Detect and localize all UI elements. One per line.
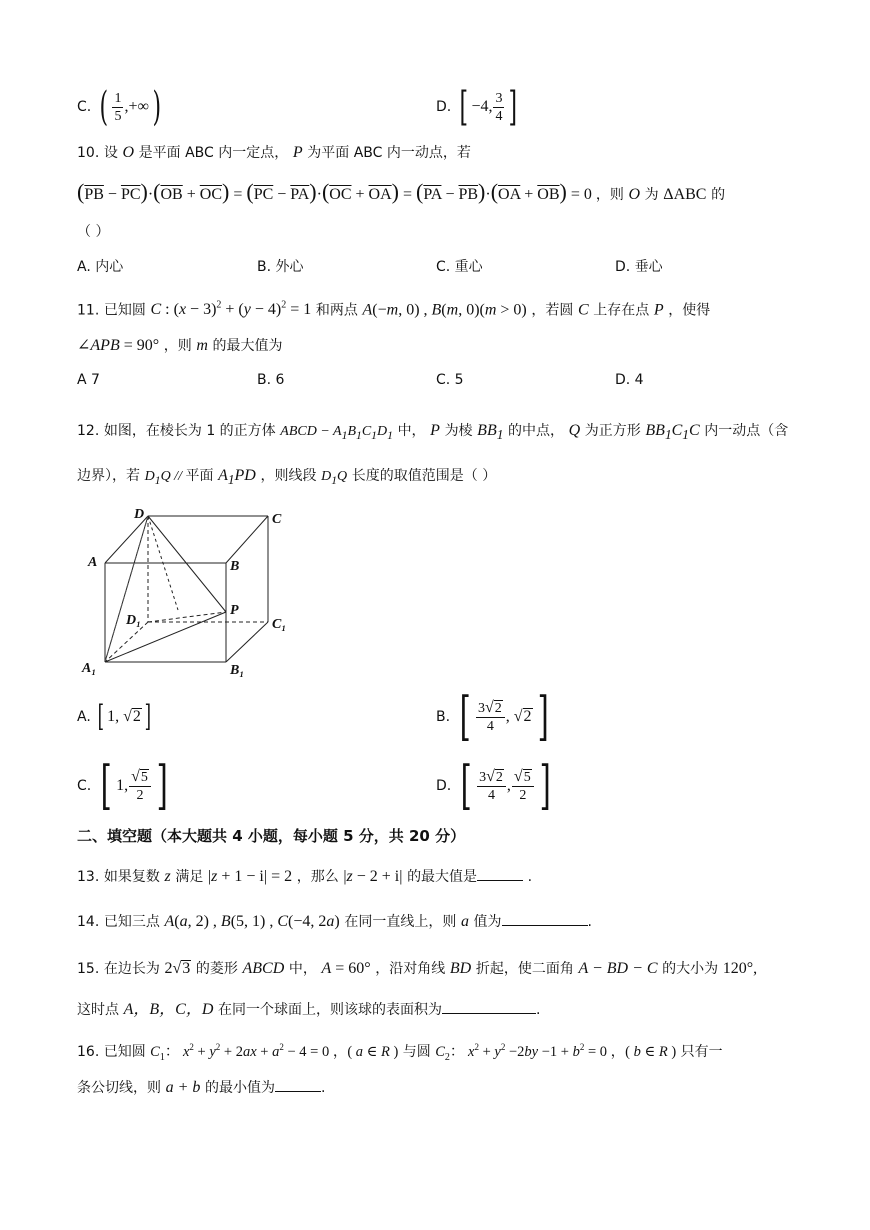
q14-stem-c: 值为 <box>473 914 502 930</box>
label-d1: D₁ <box>126 613 141 628</box>
segment-dp <box>148 516 226 612</box>
q14-a: a <box>460 913 469 930</box>
q12-line2-c: ，则线段 <box>260 468 317 484</box>
q15-stem-d: ，沿对角线 <box>375 961 446 977</box>
q12-line2 <box>77 466 496 491</box>
q10-cond-end: 为 <box>644 187 659 203</box>
q12-option-d <box>436 756 555 817</box>
q11-number: 11. <box>77 302 100 319</box>
q11-stem-a: 已知圆 <box>103 302 146 319</box>
q16-blank <box>275 1077 321 1092</box>
q12-option-c <box>77 756 172 817</box>
q15-dihedral: A − BD − C <box>578 960 658 977</box>
q12-number: 12. <box>77 423 100 439</box>
q10-option-a: A. 内心 <box>77 259 124 275</box>
q12-plane: $A_1PD$ <box>218 467 256 488</box>
q12-option-c-label: C. <box>77 778 92 794</box>
q15-bd: BD <box>449 960 472 977</box>
q13-expression: |z − 2 + i| <box>343 868 403 885</box>
q12-d1q-parallel: $D_1Q$ // <box>144 469 186 487</box>
q11-stem-b: 和两点 <box>315 302 358 319</box>
q15-blank <box>442 999 536 1014</box>
q12-option-a-interval: [ 1, √2 ] <box>98 699 151 735</box>
q15-stem <box>77 959 757 979</box>
q16-circle2: $C_2$： $x^2 + y^2 -2by -1 + b^2 = 0$ ，( b ∈ R ) <box>435 1042 677 1063</box>
q11-circle-c: C <box>577 301 589 319</box>
q10-option-b: B. 外心 <box>257 259 304 275</box>
q16-line2-b: 的最小值为 <box>205 1080 276 1096</box>
q15-number: 15. <box>77 961 100 977</box>
q11-line2-tail: ，则 <box>163 338 192 354</box>
q10-cond-tail: ，则 <box>595 187 624 203</box>
section2-title: 二、填空题（本大题共 4 小题，每小题 5 分，共 20 分） <box>77 827 466 845</box>
q12-cube-figure <box>78 500 308 680</box>
q13-stem-a: 如果复数 <box>103 869 160 885</box>
q16-number: 16. <box>77 1043 100 1060</box>
q13-z: z <box>164 868 171 885</box>
q10-point-o: O <box>122 144 135 161</box>
q10-paren: （ ） <box>77 224 110 240</box>
q10-triangle: ΔABC <box>663 186 707 203</box>
q12-option-a <box>77 697 154 737</box>
q15-120: 120°, <box>722 960 758 977</box>
q12-cube-name: ABCD − $A_1B_1C_1D_1$ <box>280 424 393 442</box>
q13-stem-b: 满足 <box>175 869 204 885</box>
edge-cb <box>226 516 268 563</box>
q12-option-b <box>436 687 553 748</box>
q10-stem-c: 为平面 ABC 内一动点，若 <box>307 145 471 161</box>
q12-option-a-label: A. <box>77 709 91 725</box>
q12-stem-c: 为棱 <box>444 423 473 439</box>
q14-stem <box>77 911 592 932</box>
q11-line2-end: 的最大值为 <box>212 338 283 354</box>
q9-option-c-label: C. <box>77 99 92 115</box>
q11-stem-c: ，若圆 <box>531 302 574 319</box>
q10-stem-a: 设 <box>103 145 118 161</box>
q13-stem-d: 的最大值是 <box>407 869 478 885</box>
q12-d1q: $D_1Q$ <box>321 469 348 487</box>
q15-stem-f: 的大小为 <box>662 961 719 977</box>
q11-line2 <box>77 336 283 356</box>
q10-stem <box>77 143 471 163</box>
q10-point-o-2: O <box>628 186 641 203</box>
q15-line2-b: 在同一个球面上，则该球的表面积为 <box>218 1002 442 1018</box>
q11-option-d: D. 4 <box>615 372 644 388</box>
edge-d1a1-hidden <box>105 622 148 662</box>
label-a1: A₁ <box>82 661 97 676</box>
q12-option-d-interval: [ $\frac{3√2}{4}$ , $\frac{√5}{2}$ ] <box>460 756 551 817</box>
q10-condition <box>77 178 725 206</box>
q12-line2-a: 边界），若 <box>77 468 140 484</box>
label-b: B <box>230 559 240 574</box>
q15-stem-e: 折起，使二面角 <box>475 961 574 977</box>
q12-q: Q <box>568 422 581 439</box>
q15-end: . <box>536 1002 541 1018</box>
q9-option-c <box>77 84 165 131</box>
q16-stem-c: 只有一 <box>680 1043 723 1060</box>
q12-option-c-interval: [ 1, $\frac{√5}{2}$ ] <box>100 756 168 817</box>
q13-stem <box>77 866 532 887</box>
q10-option-d: D. 垂心 <box>615 259 663 275</box>
label-c1: C₁ <box>272 617 287 632</box>
q9-option-d-label: D. <box>436 99 452 115</box>
q14-stem-a: 已知三点 <box>103 914 160 930</box>
q12-bb1: $BB_1$ <box>477 422 504 443</box>
q11-stem-e: ，使得 <box>668 302 711 319</box>
q13-blank <box>477 866 523 881</box>
q12-option-d-label: D. <box>436 778 452 794</box>
q12-line2-d: 长度的取值范围是（ ） <box>351 468 497 484</box>
q15-stem-b: 的菱形 <box>195 961 238 977</box>
label-d: D <box>134 507 145 522</box>
q16-line2 <box>77 1077 325 1098</box>
q12-stem-d: 的中点， <box>508 423 564 439</box>
q14-points: A(a, 2) , B(5, 1) , C(−4, 2a) <box>164 913 340 930</box>
q10-vector-equation: $(\overline{PB} - \overline{PC})\cdot(\overline{OB} + \overline{OC}) = (\overline{PC} - \overline{PA})\cdot(\overline{OC} + \overline{OA}) = (\overline{PA} - \overline{PB})\cdot(\overline{OA} + \overline{OB}) = 0$ <box>77 179 596 204</box>
q11-option-c: C. 5 <box>436 372 464 388</box>
q9-option-d <box>436 84 521 131</box>
q16-stem-a: 已知圆 <box>103 1043 146 1060</box>
q10-option-c: C. 重心 <box>436 259 483 275</box>
q10-number: 10. <box>77 145 100 161</box>
q11-option-a: A 7 <box>77 372 100 388</box>
q13-number: 13. <box>77 869 100 885</box>
q11-circle-equation: C : $(x - 3)^2 + (y - 4)^2 = 1$ <box>150 300 312 319</box>
q14-number: 14. <box>77 914 100 930</box>
q10-cond-de: 的 <box>711 187 726 203</box>
q11-points: A(−m, 0) , B(m, 0)(m > 0) <box>362 301 527 319</box>
q12-option-b-interval: [ $\frac{3√2}{4}$ , √2 ] <box>459 687 549 748</box>
q12-stem-f: 内一动点（含 <box>704 423 789 439</box>
q12-stem-e: 为正方形 <box>584 423 641 439</box>
q16-end: . <box>321 1080 326 1096</box>
q13-condition: |z + 1 − i| = 2 <box>207 868 293 885</box>
q15-line2-a: 这时点 <box>77 1002 119 1018</box>
q14-blank <box>502 911 588 926</box>
q12-stem-a: 如图，在棱长为 1 的正方体 <box>103 423 276 439</box>
q12-option-b-label: B. <box>436 709 451 725</box>
q13-end: . <box>527 869 533 885</box>
q16-sum: a + b <box>165 1079 201 1096</box>
q9-option-c-interval: ( $\frac{1}{5}$ ,+∞) <box>99 84 161 131</box>
q13-stem-c: ，那么 <box>296 869 339 885</box>
edge-b1c1 <box>226 622 268 662</box>
q9-option-d-interval: [ −4, $\frac{3}{4}$ ] <box>459 84 518 131</box>
label-c: C <box>272 512 282 527</box>
q11-stem-d: 上存在点 <box>593 302 650 319</box>
q12-line2-b: 平面 <box>185 468 214 484</box>
q10-stem-b: 是平面 ABC 内一定点， <box>138 145 289 161</box>
q16-stem-b: 与圆 <box>402 1043 431 1060</box>
label-a: A <box>88 555 98 570</box>
q14-stem-b: 在同一直线上，则 <box>344 914 457 930</box>
q12-p: P <box>430 422 440 439</box>
label-b1: B₁ <box>230 663 245 678</box>
q12-square: $BB_1C_1C$ <box>645 422 700 443</box>
q11-point-p: P <box>653 301 664 319</box>
q15-line2 <box>77 999 540 1020</box>
q11-m: m <box>196 337 208 354</box>
q15-side: 2√3 <box>164 960 191 977</box>
q14-end: . <box>587 914 592 930</box>
q12-stem <box>77 421 788 446</box>
q10-point-p: P <box>292 144 303 161</box>
q12-stem-b: 中， <box>397 423 426 439</box>
q15-abcd: ABCD <box>242 960 285 977</box>
label-p: P <box>230 603 239 618</box>
q16-circle1: $C_1$： $x^2 + y^2 + 2ax + a^2 - 4 = 0$ ，( a ∈ R ) <box>150 1042 399 1063</box>
q16-stem <box>77 1037 723 1068</box>
q15-points: A，B，C，D <box>123 1001 214 1018</box>
q15-stem-c: 中， <box>288 961 317 977</box>
q11-angle: ∠APB = 90° <box>77 337 160 354</box>
q11-stem <box>77 296 710 320</box>
q16-line2-a: 条公切线，则 <box>77 1080 161 1096</box>
q11-option-b: B. 6 <box>257 372 285 388</box>
q15-stem-a: 在边长为 <box>103 961 160 977</box>
q15-angle: A = 60° <box>321 960 371 977</box>
